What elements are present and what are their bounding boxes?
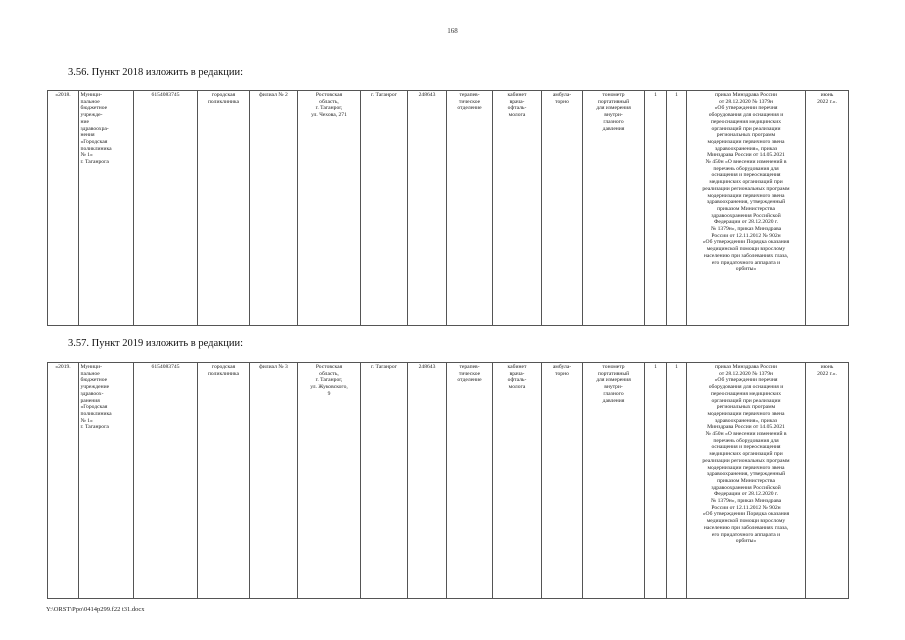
cell-quantity-1: 1: [645, 363, 667, 599]
section-heading-2018: 3.56. Пункт 2018 изложить в редакции:: [68, 67, 243, 78]
cell-legal-basis: приказ Минздрава России от 28.12.2020 № 1379н «Об утверждении перечня оборудования для оснащения и переоснащения медицинских организаций при реализации региональных программ модернизации первичного звена здравоохранения», приказ Минздрава России от 14.05.2021 № 450н «О внесении изменений в перечень оборудования для оснащения и переоснащения медицинских организаций при реализации региональных программ модернизации первичного звена здравоохранения, утвержденный приказом Министерства здравоохранения Российской Федерации от 28.12.2020 г. № 1379н», приказ Минздрава России от 12.11.2012 № 902н «Об утверждении Порядка оказания медицинской помощи взрослому населению при заболеваниях глаза, его придаточного аппарата и орбиты»: [687, 363, 806, 599]
cell-code: 248643: [408, 363, 447, 599]
cell-date: июнь 2022 г.».: [806, 91, 849, 326]
cell-room: кабинет врача- офталь- молога: [493, 363, 542, 599]
cell-equipment: тонометр портативный для измерения внутри- глазного давления: [583, 91, 645, 326]
table-row: [48, 363, 849, 599]
cell-equipment: тонометр портативный для измерения внутри- глазного давления: [583, 363, 645, 599]
cell-care-form: амбула- торно: [542, 91, 583, 326]
cell-date: июнь 2022 г.».: [806, 363, 849, 599]
cell-address: Ростовская область, г. Таганрог, ул. Жуковского, 9: [298, 363, 361, 599]
cell-organization: Муници- пальное бюджетное учреждение здравоох- ранения «Городская поликлиника № 1» г. Таганрога: [79, 363, 134, 599]
section-heading-2019: 3.57. Пункт 2019 изложить в редакции:: [68, 338, 243, 349]
cell-department: терапев- тическое отделение: [447, 363, 493, 599]
cell-num: «2018.: [48, 91, 79, 326]
cell-branch: филиал № 3: [250, 363, 298, 599]
cell-quantity-1: 1: [645, 91, 667, 326]
cell-city: г. Таганрог: [361, 363, 408, 599]
cell-type: городская поликлиника: [198, 363, 250, 599]
cell-quantity-2: 1: [667, 363, 687, 599]
cell-code: 248643: [408, 91, 447, 326]
cell-legal-basis: приказ Минздрава России от 28.12.2020 № 1379н «Об утверждении перечня оборудования для оснащения и переоснащения медицинских организаций при реализации региональных программ модернизации первичного звена здравоохранения», приказ Минздрава России от 14.05.2021 № 450н «О внесении изменений в перечень оборудования для оснащения и переоснащения медицинских организаций при реализации региональных программ модернизации первичного звена здравоохранения, утвержденный приказом Министерства здравоохранения Российской Федерации от 28.12.2020 г. № 1379н», приказ Минздрава России от 12.11.2012 № 902н «Об утверждении Порядка оказания медицинской помощи взрослому населению при заболеваниях глаза, его придаточного аппарата и орбиты»: [687, 91, 806, 326]
cell-department: терапев- тическое отделение: [447, 91, 493, 326]
footer-file-path: Y:\ORST\Ppo\0414p299.f22 t31.docx: [46, 606, 145, 613]
cell-room: кабинет врача- офталь- молога: [493, 91, 542, 326]
cell-organization: Муници- пальное бюджетное учрежде- ние здравоохра- нения «Городская поликлиника № 1» г. Таганрога: [79, 91, 134, 326]
cell-num: «2019.: [48, 363, 79, 599]
cell-city: г. Таганрог: [361, 91, 408, 326]
table-item-2019: [47, 362, 849, 599]
cell-branch: филиал № 2: [250, 91, 298, 326]
page-number: 168: [447, 27, 458, 35]
cell-inn: 6154083745: [134, 91, 198, 326]
cell-care-form: амбула- торно: [542, 363, 583, 599]
cell-quantity-2: 1: [667, 91, 687, 326]
table-item-2018: [47, 90, 849, 326]
table-row: [48, 91, 849, 326]
cell-type: городская поликлиника: [198, 91, 250, 326]
cell-inn: 6154083745: [134, 363, 198, 599]
cell-address: Ростовская область, г. Таганрог, ул. Чехова, 271: [298, 91, 361, 326]
